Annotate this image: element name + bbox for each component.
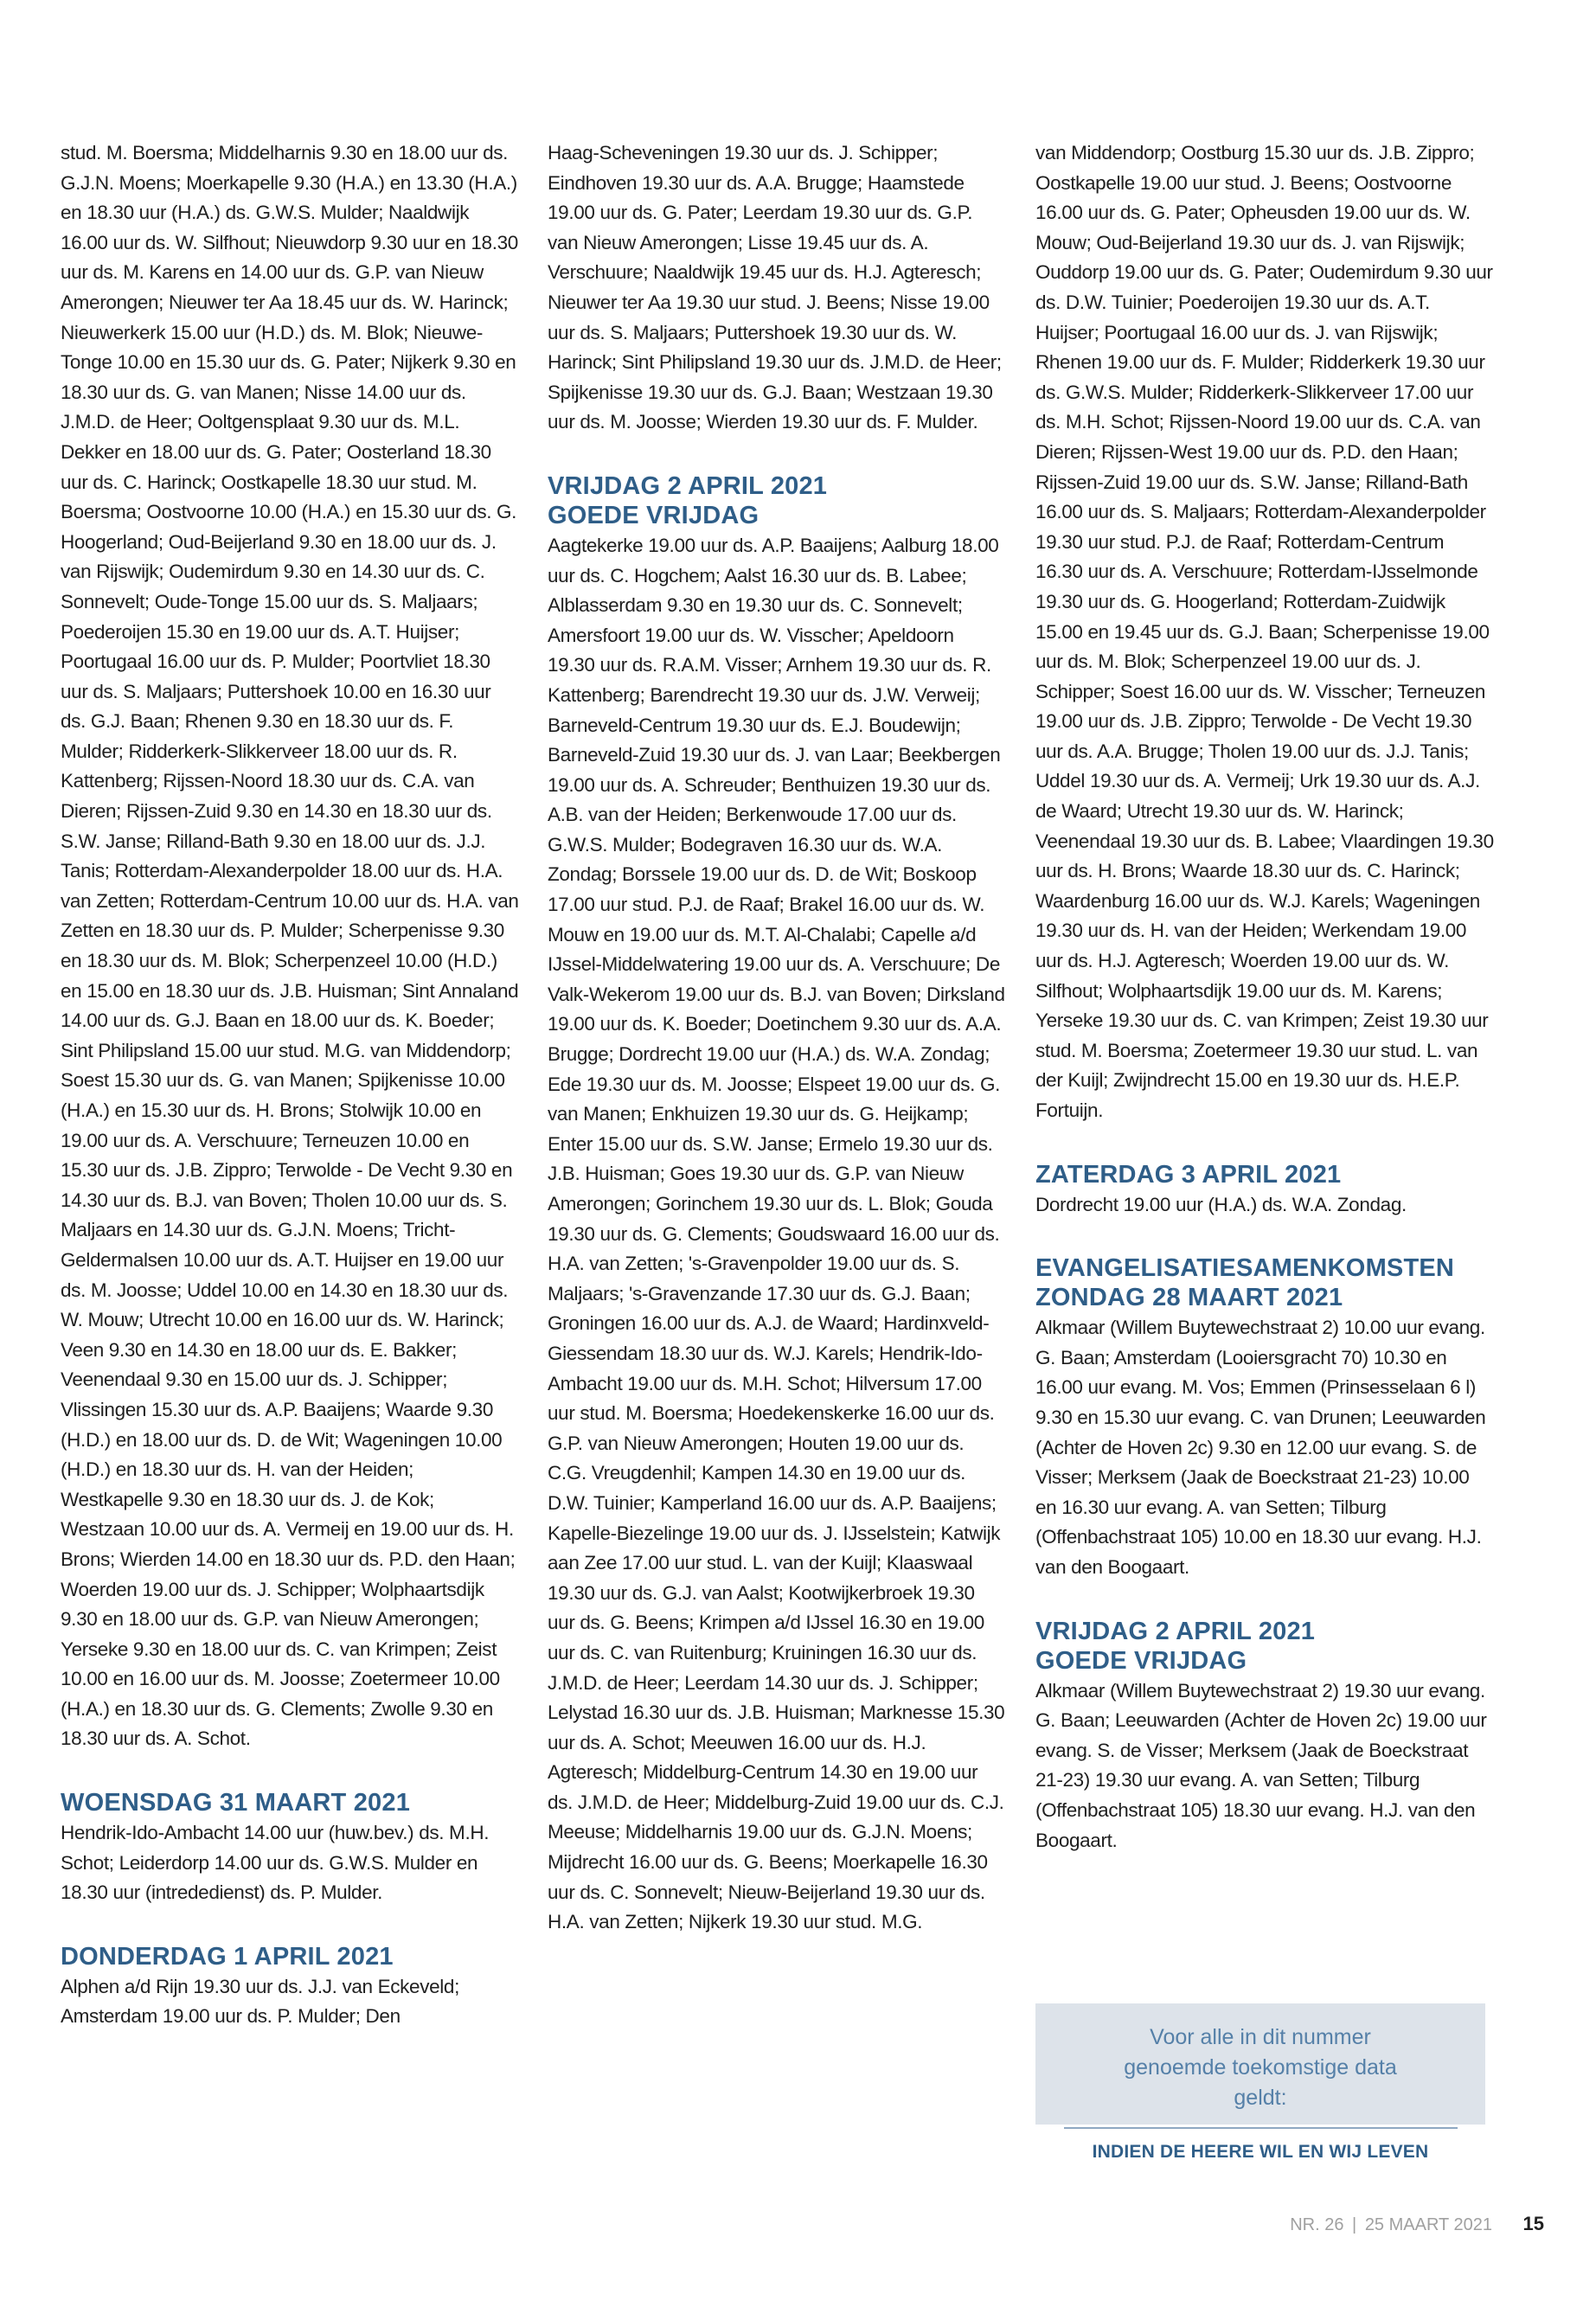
- section-heading: ZATERDAG 3 APRIL 2021: [1035, 1160, 1342, 1189]
- section-heading: EVANGELISATIESAMENKOMSTEN: [1035, 1254, 1455, 1283]
- section-subheading: GOEDE VRIJDAG: [1035, 1646, 1247, 1675]
- good-friday-section: [548, 472, 1006, 1938]
- service-list: Alkmaar (Willem Buytewechstraat 2) 19.30 uur evang. G. Baan; Leeuwarden (Achter de Hoven 2c) 19.00 uur evang. S. de Visser; Merksem (Jaak de Boeckstraat 21-23) 19.30 uur evang. A. van Setten; Tilburg (Offenbachstraat 105) 18.30 uur evang. H.J. van den Boogaart.: [1035, 1679, 1487, 1851]
- section-heading: WOENSDAG 31 MAART 2021: [61, 1789, 411, 1817]
- thursday-services-continued: [548, 138, 1006, 438]
- notice-box: [1035, 2003, 1485, 2162]
- section-subheading: GOEDE VRIJDAG: [548, 501, 760, 529]
- page-footer: [1290, 2213, 1544, 2236]
- thursday-section: [61, 1943, 519, 2032]
- sunday-services-continued: [61, 138, 519, 1754]
- page-number: 15: [1522, 2213, 1544, 2234]
- footer-separator: |: [1352, 2215, 1357, 2234]
- service-list: Haag-Scheveningen 19.30 uur ds. J. Schipper; Eindhoven 19.30 uur ds. A.A. Brugge; Haamstede 19.00 uur ds. G. Pater; Leerdam 19.30 uur ds. G.P. van Nieuw Amerongen; Lisse 19.45 uur ds. A. Verschuure; Naaldwijk 19.45 uur ds. H.J. Agteresch; Nieuwer ter Aa 19.30 uur stud. J. Beens; Nisse 19.00 uur ds. S. Maljaars; Puttershoek 19.30 uur ds. W. Harinck; Sint Philipsland 19.30 uur ds. J.M.D. de Heer; Spijkenisse 19.30 uur ds. G.J. Baan; Westzaan 19.30 uur ds. M. Joosse; Wierden 19.30 uur ds. F. Mulder.: [548, 142, 1002, 433]
- service-list: Alkmaar (Willem Buytewechstraat 2) 10.00 uur evang. G. Baan; Amsterdam (Looiersgracht 70) 10.30 en 16.00 uur evang. M. Vos; Emmen (Prinsesselaan 6 l) 9.30 en 15.30 uur evang. C. van Drunen; Leeuwarden (Achter de Hoven 2c) 9.30 en 12.00 uur evang. S. de Visser; Merksem (Jaak de Boeckstraat 21-23) 10.00 en 16.30 uur evang. A. van Setten; Tilburg (Offenbachstraat 105) 10.00 en 18.30 uur evang. H.J. van den Boogaart.: [1035, 1317, 1486, 1578]
- section-subheading: ZONDAG 28 MAART 2021: [1035, 1284, 1343, 1312]
- notice-divider: [1064, 2127, 1458, 2129]
- section-heading: DONDERDAG 1 APRIL 2021: [61, 1942, 394, 1971]
- issue-date: 25 MAART 2021: [1364, 2215, 1492, 2234]
- good-friday-services-continued: [1035, 138, 1494, 1126]
- service-list: Hendrik-Ido-Ambacht 14.00 uur (huw.bev.) ds. M.H. Schot; Leiderdorp 14.00 uur ds. G.W.S. Mulder en 18.30 uur (intrededienst) ds. P. Mulder.: [61, 1822, 490, 1904]
- good-friday-evangelisation-section: [1035, 1618, 1494, 1856]
- service-list: Dordrecht 19.00 uur (H.A.) ds. W.A. Zondag.: [1035, 1193, 1407, 1215]
- notice-text: Voor alle in dit nummer genoemde toekomstige data geldt:: [1124, 2025, 1397, 2110]
- evangelisation-section: [1035, 1254, 1494, 1582]
- wednesday-section: [61, 1789, 519, 1908]
- column-1: [61, 138, 519, 2032]
- column-3: [1035, 138, 1494, 1856]
- section-heading: VRIJDAG 2 APRIL 2021: [1035, 1617, 1316, 1645]
- service-list: van Middendorp; Oostburg 15.30 uur ds. J.B. Zippro; Oostkapelle 19.00 uur stud. J. Beens; Oostvoorne 16.00 uur ds. G. Pater; Opheusden 19.00 uur ds. W. Mouw; Oud-Beijerland 19.30 uur ds. J. van Rijswijk; Ouddorp 19.00 uur ds. G. Pater; Oudemirdum 9.30 uur ds. D.W. Tuinier; Poederoijen 19.30 uur ds. A.T. Huijser; Poortugaal 16.00 uur ds. J. van Rijswijk; Rhenen 19.00 uur ds. F. Mulder; Ridderkerk 19.30 uur ds. G.W.S. Mulder; Ridderkerk-Slikkerveer 17.00 uur ds. M.H. Schot; Rijssen-Noord 19.00 uur ds. C.A. van Dieren; Rijssen-West 19.00 uur ds. P.D. den Haan; Rijssen-Zuid 19.00 uur ds. S.W. Janse; Rilland-Bath 16.00 uur ds. S. Maljaars; Rotterdam-Alexanderpolder 19.30 uur stud. P.J. de Raaf; Rotterdam-Centrum 16.30 uur ds. A. Verschuure; Rotterdam-IJsselmonde 19.30 uur ds. G. Hoogerland; Rotterdam-Zuidwijk 15.00 en 19.45 uur ds. G.J. Baan; Scherpenisse 19.00 uur ds. M. Blok; Scherpenzeel 19.00 uur ds. J. Schipper; Soest 16.00 uur ds. W. Visscher; Terneuzen 19.00 uur ds. J.B. Zippro; Terwolde - De Vecht 19.30 uur ds. A.A. Brugge; Tholen 19.00 uur ds. J.J. Tanis; Uddel 19.30 uur ds. A. Vermeij; Urk 19.30 uur ds. A.J. de Waard; Utrecht 19.30 uur ds. W. Harinck; Veenendaal 19.30 uur ds. B. Labee; Vlaardingen 19.30 uur ds. H. Brons; Waarde 18.30 uur ds. C. Harinck; Waardenburg 16.00 uur ds. W.J. Karels; Wageningen 19.30 uur ds. H. van der Heiden; Werkendam 19.00 uur ds. H.J. Agteresch; Woerden 19.00 uur ds. W. Silfhout; Wolphaartsdijk 19.00 uur ds. M. Karens; Yerseke 19.30 uur ds. C. van Krimpen; Zeist 19.30 uur stud. M. Boersma; Zoetermeer 19.30 uur stud. L. van der Kuijl; Zwijndrecht 15.00 en 19.30 uur ds. H.E.P. Fortuijn.: [1035, 142, 1494, 1121]
- service-list: Aagtekerke 19.00 uur ds. A.P. Baaijens; Aalburg 18.00 uur ds. C. Hogchem; Aalst 16.30 uur ds. B. Labee; Alblasserdam 9.30 en 19.30 uur ds. C. Sonnevelt; Amersfoort 19.00 uur ds. W. Visscher; Apeldoorn 19.30 uur ds. R.A.M. Visser; Arnhem 19.30 uur ds. R. Kattenberg; Barendrecht 19.30 uur ds. J.W. Verweij; Barneveld-Centrum 19.30 uur ds. E.J. Boudewijn; Barneveld-Zuid 19.30 uur ds. J. van Laar; Beekbergen 19.00 uur ds. A. Schreuder; Benthuizen 19.30 uur ds. A.B. van der Heiden; Berkenwoude 17.00 uur ds. G.W.S. Mulder; Bodegraven 16.30 uur ds. W.A. Zondag; Borssele 19.00 uur ds. D. de Wit; Boskoop 17.00 uur stud. P.J. de Raaf; Brakel 16.00 uur ds. W. Mouw en 19.00 uur ds. M.T. Al-Chalabi; Capelle a/d IJssel-Middelwatering 19.00 uur ds. A. Verschuure; De Valk-Wekerom 19.00 uur ds. B.J. van Boven; Dirksland 19.00 uur ds. K. Boeder; Doetinchem 9.30 uur ds. A.A. Brugge; Dordrecht 19.00 uur (H.A.) ds. W.A. Zondag; Ede 19.30 uur ds. M. Joosse; Elspeet 19.00 uur ds. G. van Manen; Enkhuizen 19.30 uur ds. G. Heijkamp; Enter 15.00 uur ds. S.W. Janse; Ermelo 19.30 uur ds. J.B. Huisman; Goes 19.30 uur ds. G.P. van Nieuw Amerongen; Gorinchem 19.30 uur ds. L. Blok; Gouda 19.30 uur ds. G. Clements; Goudswaard 16.00 uur ds. H.A. van Zetten; 's-Gravenpolder 19.00 uur ds. S. Maljaars; 's-Gravenzande 17.30 uur ds. G.J. Baan; Groningen 16.00 uur ds. A.J. de Waard; Hardinxveld-Giessendam 18.30 uur ds. W.J. Karels; Hendrik-Ido-Ambacht 19.00 uur ds. M.H. Schot; Hilversum 17.00 uur stud. M. Boersma; Hoedekenskerke 16.00 uur ds. G.P. van Nieuw Amerongen; Houten 19.00 uur ds. C.G. Vreugdenhil; Kampen 14.30 en 19.00 uur ds. D.W. Tuinier; Kamperland 16.00 uur ds. A.P. Baaijens; Kapelle-Biezelinge 19.00 uur ds. J. IJsselstein; Katwijk aan Zee 17.00 uur stud. L. van der Kuijl; Klaaswaal 19.30 uur ds. G.J. van Aalst; Kootwijkerbroek 19.30 uur ds. G. Beens; Krimpen a/d IJssel 16.30 en 19.00 uur ds. C. van Ruitenburg; Kruiningen 16.30 uur ds. J.M.D. de Heer; Leerdam 14.30 uur ds. J. Schipper; Lelystad 16.30 uur ds. J.B. Huisman; Marknesse 15.30 uur ds. A. Schot; Meeuwen 16.00 uur ds. H.J. Agteresch; Middelburg-Centrum 14.30 en 19.00 uur ds. J.M.D. de Heer; Middelburg-Zuid 19.00 uur ds. C.J. Meeuse; Middelharnis 19.00 uur ds. G.J.N. Moens; Mijdrecht 16.00 uur ds. G. Beens; Moerkapelle 16.30 uur ds. C. Sonnevelt; Nieuw-Beijerland 19.30 uur ds. H.A. van Zetten; Nijkerk 19.30 uur stud. M.G.: [548, 534, 1005, 1933]
- saturday-section: [1035, 1161, 1494, 1221]
- column-2: [548, 138, 1006, 1938]
- service-list: Alphen a/d Rijn 19.30 uur ds. J.J. van Eckeveld; Amsterdam 19.00 uur ds. P. Mulder; Den: [61, 1975, 459, 2028]
- section-heading: VRIJDAG 2 APRIL 2021: [548, 471, 828, 500]
- issue-number: NR. 26: [1290, 2215, 1344, 2234]
- service-list: stud. M. Boersma; Middelharnis 9.30 en 18.00 uur ds. G.J.N. Moens; Moerkapelle 9.30 (H.A.) en 13.30 (H.A.) en 18.30 uur (H.A.) ds. G.W.S. Mulder; Naaldwijk 16.00 uur ds. W. Silfhout; Nieuwdorp 9.30 uur en 18.30 uur ds. M. Karens en 14.00 uur ds. G.P. van Nieuw Amerongen; Nieuwer ter Aa 18.45 uur ds. W. Harinck; Nieuwerkerk 15.00 uur (H.D.) ds. M. Blok; Nieuwe-Tonge 10.00 en 15.30 uur ds. G. Pater; Nijkerk 9.30 en 18.30 uur ds. G. van Manen; Nisse 14.00 uur ds. J.M.D. de Heer; Ooltgensplaat 9.30 uur ds. M.L. Dekker en 18.00 uur ds. G. Pater; Oosterland 18.30 uur ds. C. Harinck; Oostkapelle 18.30 uur stud. M. Boersma; Oostvoorne 10.00 (H.A.) en 15.30 uur ds. G. Hoogerland; Oud-Beijerland 9.30 en 18.00 uur ds. J. van Rijswijk; Oudemirdum 9.30 en 14.30 uur ds. C. Sonnevelt; Oude-Tonge 15.00 uur ds. S. Maljaars; Poederoijen 15.30 en 19.00 uur ds. A.T. Huijser; Poortugaal 16.00 uur ds. P. Mulder; Poortvliet 18.30 uur ds. S. Maljaars; Puttershoek 10.00 en 16.30 uur ds. G.J. Baan; Rhenen 9.30 en 18.30 uur ds. F. Mulder; Ridderkerk-Slikkerveer 18.00 uur ds. R. Kattenberg; Rijssen-Noord 18.30 uur ds. C.A. van Dieren; Rijssen-Zuid 9.30 en 14.30 en 18.30 uur ds. S.W. Janse; Rilland-Bath 9.30 en 18.00 uur ds. J.J. Tanis; Rotterdam-Alexanderpolder 18.00 uur ds. H.A. van Zetten; Rotterdam-Centrum 10.00 uur ds. H.A. van Zetten en 18.30 uur ds. P. Mulder; Scherpenisse 9.30 en 18.30 uur ds. M. Blok; Scherpenzeel 10.00 (H.D.) en 15.00 en 18.30 uur ds. J.B. Huisman; Sint Annaland 14.00 uur ds. G.J. Baan en 18.00 uur ds. K. Boeder; Sint Philipsland 15.00 uur stud. M.G. van Middendorp; Soest 15.30 uur ds. G. van Manen; Spijkenisse 10.00 (H.A.) en 15.30 uur ds. H. Brons; Stolwijk 10.00 en 19.00 uur ds. A. Verschuure; Terneuzen 10.00 en 15.30 uur ds. J.B. Zippro; Terwolde - De Vecht 9.30 en 14.30 uur ds. B.J. van Boven; Tholen 10.00 uur ds. S. Maljaars en 14.30 uur ds. G.J.N. Moens; Tricht-Geldermalsen 10.00 uur ds. A.T. Huijser en 19.00 uur ds. M. Joosse; Uddel 10.00 en 14.30 en 18.30 uur ds. W. Mouw; Utrecht 10.00 en 16.00 uur ds. W. Harinck; Veen 9.30 en 14.30 en 18.00 uur ds. E. Bakker; Veenendaal 9.30 en 15.00 uur ds. J. Schipper; Vlissingen 15.30 uur ds. A.P. Baaijens; Waarde 9.30 (H.D.) en 18.00 uur ds. D. de Wit; Wageningen 10.00 (H.D.) en 18.30 uur ds. H. van der Heiden; Westkapelle 9.30 en 18.30 uur ds. J. de Kok; Westzaan 10.00 uur ds. A. Vermeij en 19.00 uur ds. H. Brons; Wierden 14.00 en 18.30 uur ds. P.D. den Haan; Woerden 19.00 uur ds. J. Schipper; Wolphaartsdijk 9.30 en 18.00 uur ds. G.P. van Nieuw Amerongen; Yerseke 9.30 en 18.00 uur ds. C. van Krimpen; Zeist 10.00 en 16.00 uur ds. M. Joosse; Zoetermeer 10.00 (H.A.) en 18.30 uur ds. G. Clements; Zwolle 9.30 en 18.30 uur ds. A. Schot.: [61, 142, 519, 1750]
- notice-emphasis: INDIEN DE HEERE WIL EN WIJ LEVEN: [1092, 2142, 1429, 2162]
